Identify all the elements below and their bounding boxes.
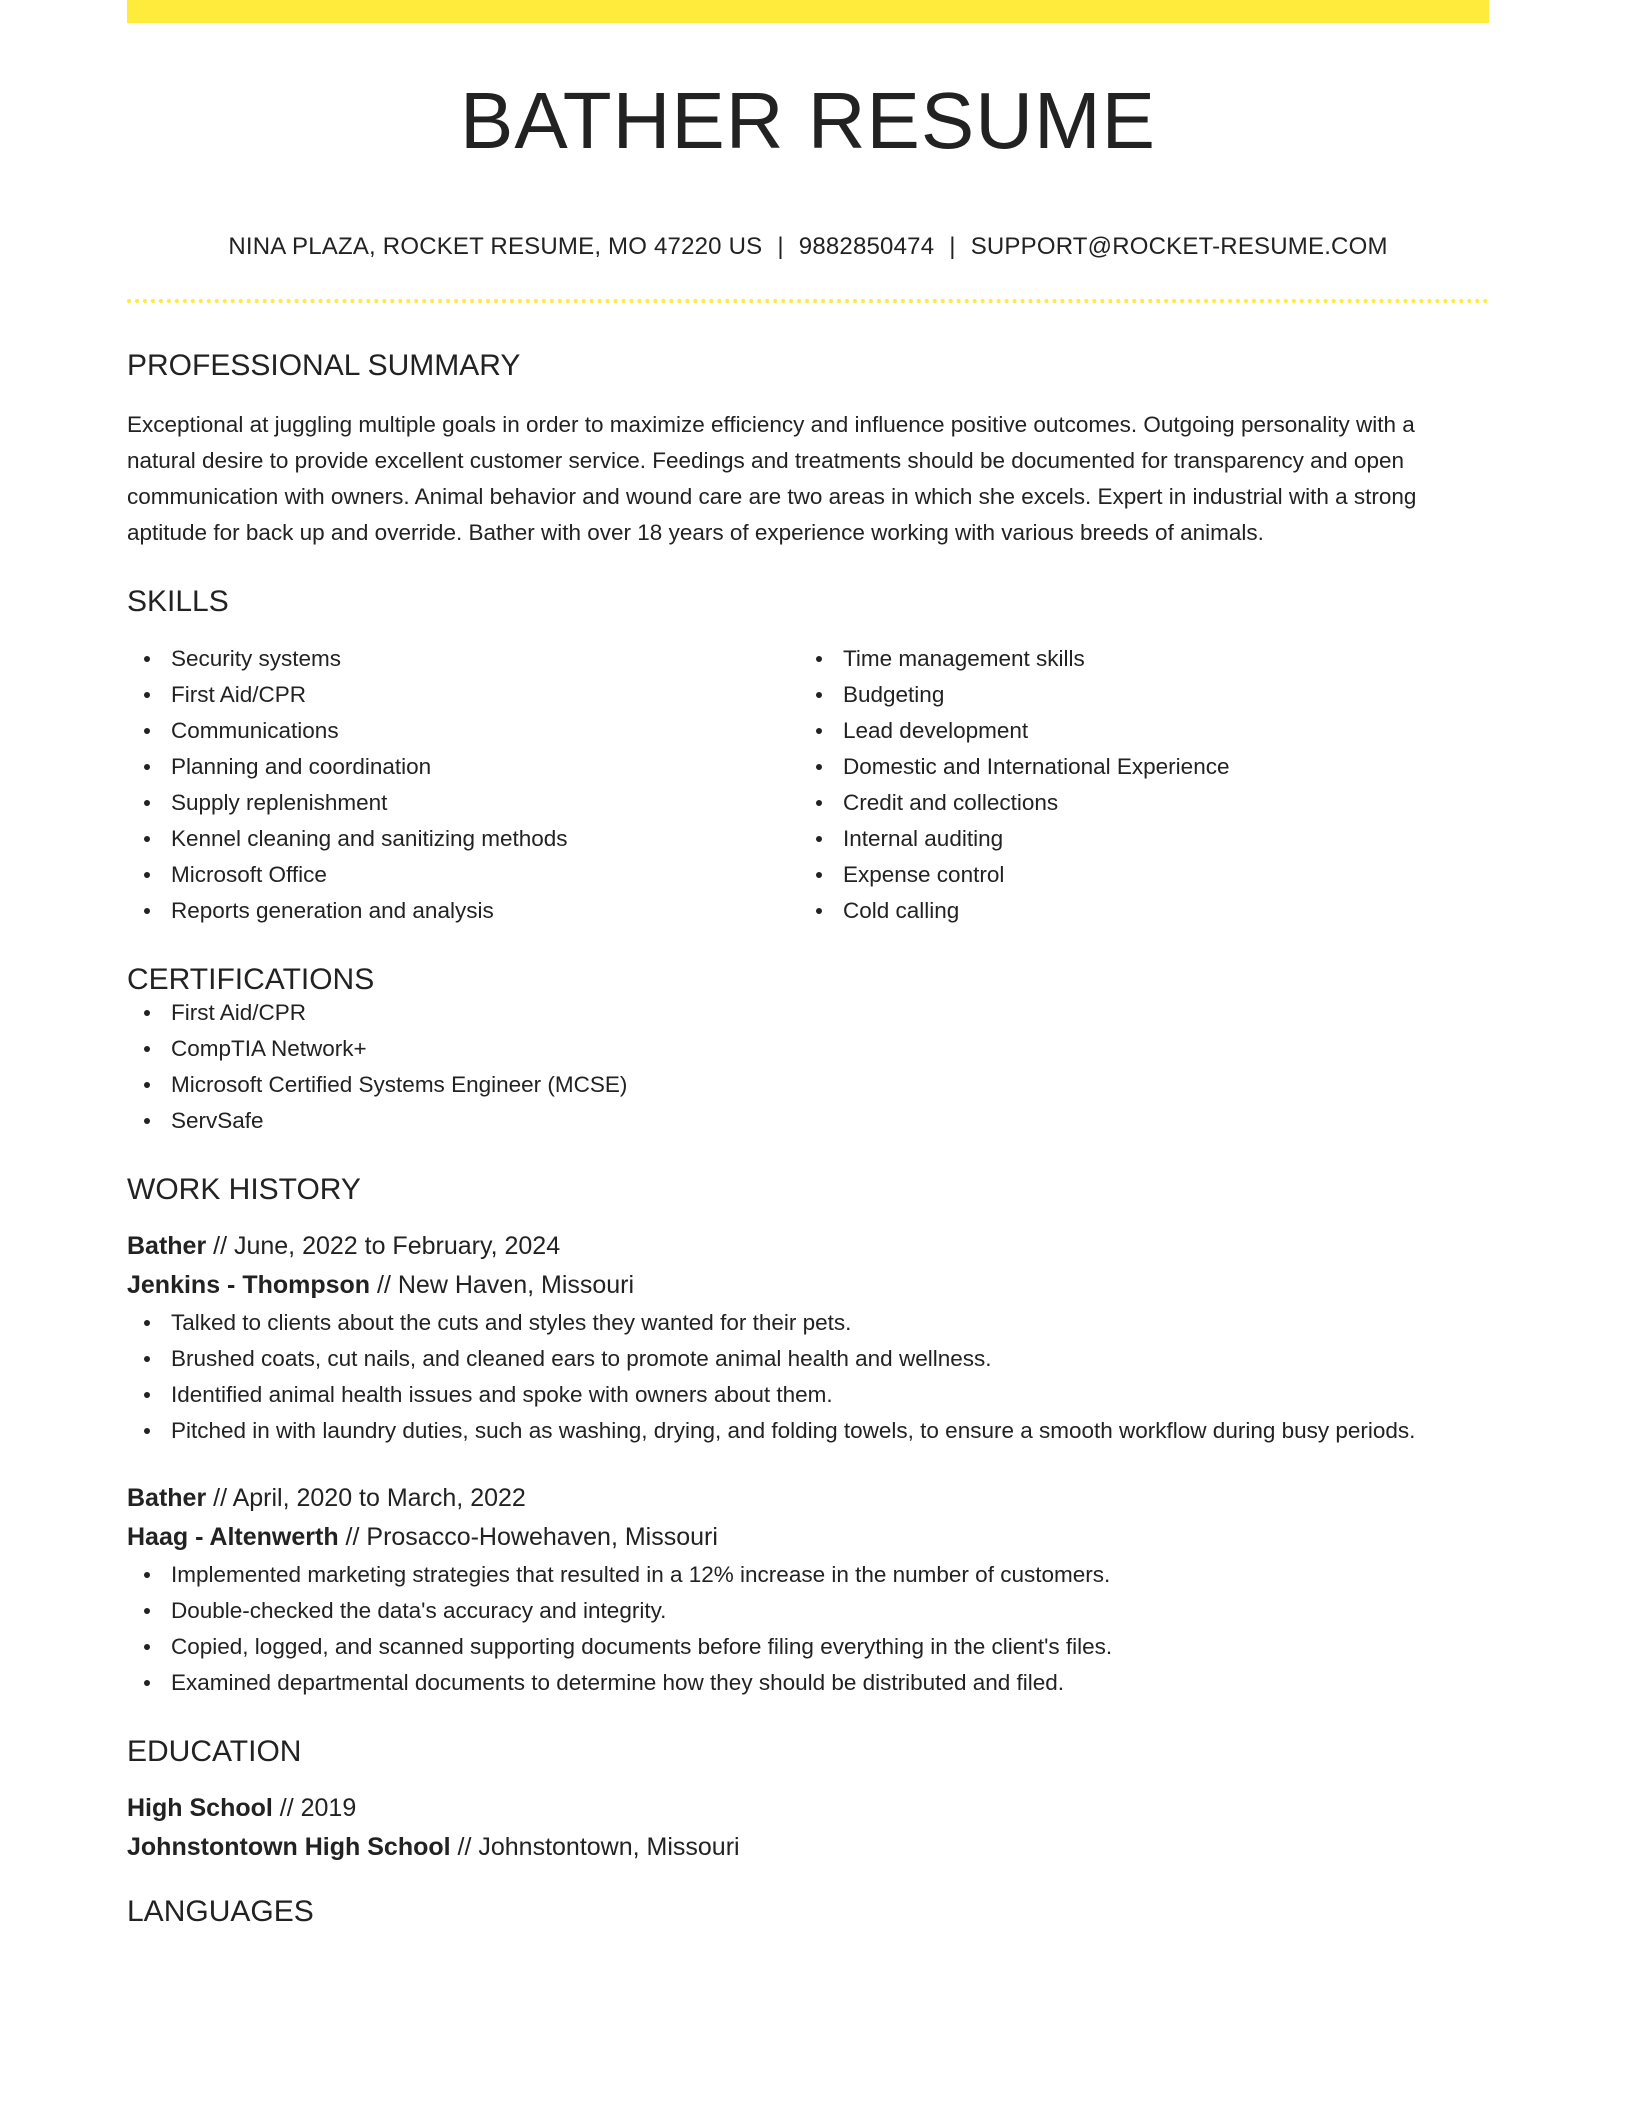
job-duty-item: Double-checked the data's accuracy and integrity. <box>127 1593 1489 1629</box>
education-year: // 2019 <box>272 1794 357 1822</box>
dotted-divider <box>127 299 1489 303</box>
job-dates: // June, 2022 to February, 2024 <box>206 1232 561 1260</box>
certification-item: CompTIA Network+ <box>127 1031 1489 1067</box>
skill-item: Planning and coordination <box>127 749 799 785</box>
skill-item: Kennel cleaning and sanitizing methods <box>127 821 799 857</box>
contact-phone: 9882850474 <box>798 233 935 260</box>
skills-column-right <box>799 641 1471 929</box>
summary-heading: PROFESSIONAL SUMMARY <box>127 349 521 382</box>
education-school-line <box>127 1828 1489 1867</box>
skill-item: Lead development <box>799 713 1471 749</box>
skills-column-left <box>127 641 799 929</box>
skill-item: Reports generation and analysis <box>127 893 799 929</box>
job-location: // New Haven, Missouri <box>370 1271 635 1299</box>
job-duty-item: Examined departmental documents to determine how they should be distributed and filed. <box>127 1665 1489 1701</box>
job-duties-list <box>127 1557 1489 1701</box>
job-title: Bather <box>127 1484 207 1512</box>
job-duties-list <box>127 1305 1489 1449</box>
job-company-line <box>127 1518 1489 1557</box>
skill-item: Microsoft Office <box>127 857 799 893</box>
contact-line <box>127 235 1489 259</box>
summary-text: Exceptional at juggling multiple goals in order to maximize efficiency and influence positive outcomes. Outgoing personality with a natural desire to provide excellent customer service. Feedings and treatments should be documented for transparency and open communication with owners. Animal behavior and wound care are two areas in which she excels. Expert in industrial with a strong aptitude for back up and override. Bather with over 18 years of experience working with various breeds of animals. <box>127 412 1417 545</box>
work-history-heading: WORK HISTORY <box>127 1173 361 1206</box>
skill-item: Budgeting <box>799 677 1471 713</box>
resume-title: BATHER RESUME <box>459 76 1157 165</box>
certification-item: Microsoft Certified Systems Engineer (MCSE) <box>127 1067 1489 1103</box>
job-duty-item: Identified animal health issues and spoke with owners about them. <box>127 1377 1489 1413</box>
education-degree-line <box>127 1789 1489 1828</box>
job-title-line <box>127 1479 1489 1518</box>
certifications-list <box>127 995 1489 1139</box>
job-title: Bather <box>127 1232 207 1260</box>
contact-email: SUPPORT@ROCKET-RESUME.COM <box>970 233 1388 260</box>
job-duty-item: Copied, logged, and scanned supporting documents before filing everything in the client's files. <box>127 1629 1489 1665</box>
skill-item: Credit and collections <box>799 785 1471 821</box>
job-company: Jenkins - Thompson <box>127 1271 371 1299</box>
top-accent-bar <box>127 0 1489 23</box>
education-heading: EDUCATION <box>127 1735 302 1768</box>
certifications-heading: CERTIFICATIONS <box>127 963 375 996</box>
job-duty-item: Talked to clients about the cuts and styles they wanted for their pets. <box>127 1305 1489 1341</box>
education-degree: High School <box>127 1794 273 1822</box>
contact-separator: | <box>949 233 956 260</box>
job-dates: // April, 2020 to March, 2022 <box>206 1484 526 1512</box>
skill-item: Cold calling <box>799 893 1471 929</box>
contact-separator: | <box>777 233 784 260</box>
skill-item: Time management skills <box>799 641 1471 677</box>
job-duty-item: Implemented marketing strategies that resulted in a 12% increase in the number of customers. <box>127 1557 1489 1593</box>
job-duty-item: Brushed coats, cut nails, and cleaned ears to promote animal health and wellness. <box>127 1341 1489 1377</box>
skill-item: Security systems <box>127 641 799 677</box>
job-company-line <box>127 1266 1489 1305</box>
skill-item: Domestic and International Experience <box>799 749 1471 785</box>
resume-page <box>127 0 1489 1927</box>
certification-item: First Aid/CPR <box>127 995 1489 1031</box>
job-company: Haag - Altenwerth <box>127 1523 339 1551</box>
job-location: // Prosacco-Howehaven, Missouri <box>338 1523 718 1551</box>
job-title-line <box>127 1227 1489 1266</box>
job-duty-item: Pitched in with laundry duties, such as washing, drying, and folding towels, to ensure a smooth workflow during busy periods. <box>127 1413 1489 1449</box>
contact-address: NINA PLAZA, ROCKET RESUME, MO 47220 US <box>228 233 763 260</box>
education-location: // Johnstontown, Missouri <box>450 1833 740 1861</box>
skill-item: First Aid/CPR <box>127 677 799 713</box>
skill-item: Expense control <box>799 857 1471 893</box>
education-school: Johnstontown High School <box>127 1833 451 1861</box>
skill-item: Communications <box>127 713 799 749</box>
skill-item: Internal auditing <box>799 821 1471 857</box>
skills-heading: SKILLS <box>127 585 229 618</box>
skills-list <box>127 641 1489 929</box>
certification-item: ServSafe <box>127 1103 1489 1139</box>
languages-heading: LANGUAGES <box>127 1895 314 1928</box>
skill-item: Supply replenishment <box>127 785 799 821</box>
